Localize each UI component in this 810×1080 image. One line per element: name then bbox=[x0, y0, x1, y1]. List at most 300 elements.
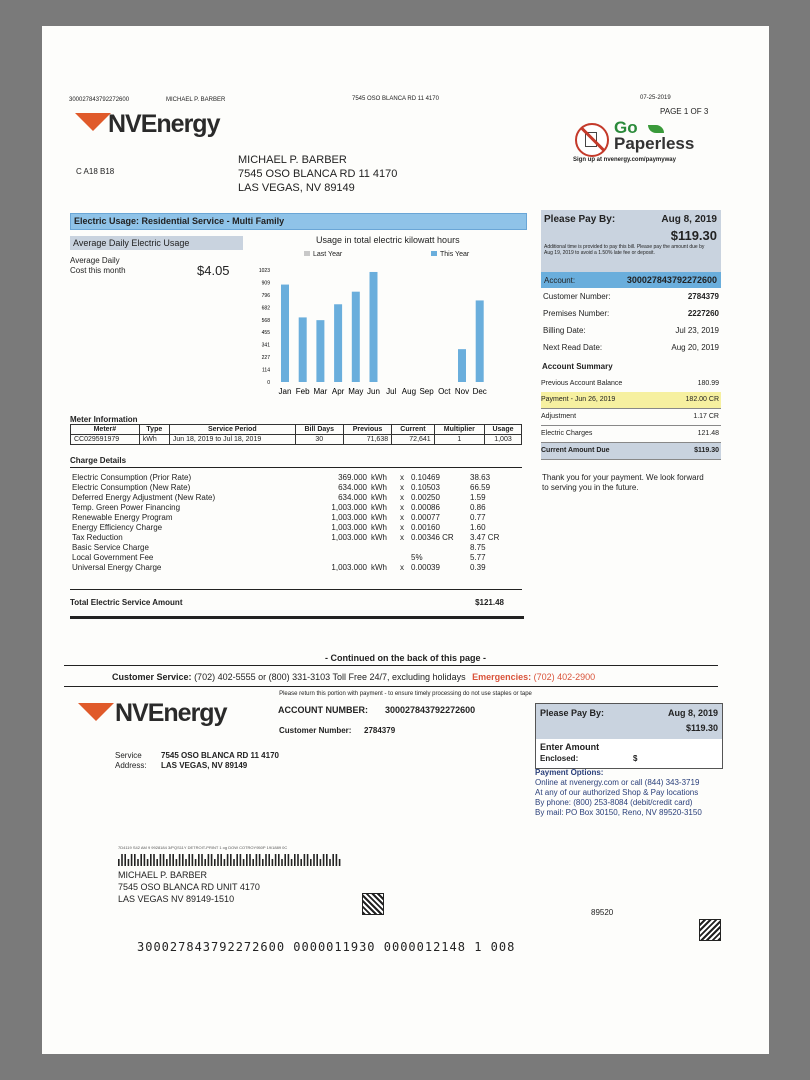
pay-by-label: Please Pay By: bbox=[544, 214, 616, 225]
info-value: 2227260 bbox=[687, 309, 719, 318]
stub-pay-box bbox=[535, 703, 723, 769]
charge-rate: 5% bbox=[411, 553, 423, 562]
zip-code: 89520 bbox=[591, 908, 614, 917]
barcode-bar bbox=[272, 859, 274, 866]
barcode-bar bbox=[220, 854, 222, 866]
leaf-icon bbox=[648, 125, 664, 133]
x-tick-label: Nov bbox=[454, 387, 470, 396]
meter-cell: 30 bbox=[295, 435, 343, 445]
x-tick-label: Oct bbox=[438, 387, 451, 396]
info-label: Next Read Date: bbox=[543, 343, 603, 352]
barcode-bar bbox=[217, 854, 219, 866]
info-label: Billing Date: bbox=[543, 326, 586, 335]
charge-amount: 1.59 bbox=[470, 493, 486, 502]
pay-by-box bbox=[541, 210, 721, 288]
legend-this-year-swatch bbox=[431, 251, 437, 256]
charge-rate: 0.00077 bbox=[411, 513, 440, 522]
x-tick-label: Apr bbox=[331, 387, 345, 396]
y-tick-label: 796 bbox=[261, 292, 270, 299]
barcode-bar bbox=[233, 859, 235, 866]
address-code: 7545 OSO BLANCA RD 11 4170 bbox=[352, 96, 439, 102]
barcode-bar bbox=[131, 854, 133, 866]
charge-row bbox=[70, 503, 512, 513]
barcode-bar bbox=[224, 859, 226, 866]
account-label: Account: bbox=[544, 276, 576, 285]
charge-name: Renewable Energy Program bbox=[72, 513, 173, 522]
barcode-bar bbox=[121, 854, 123, 866]
meter-col: Service Period bbox=[169, 425, 295, 435]
summary-value: 1.17 CR bbox=[693, 413, 719, 420]
payment-option: By phone: (800) 253-8084 (debit/credit card) bbox=[535, 798, 693, 807]
barcode-bar bbox=[144, 854, 146, 866]
y-tick-label: 114 bbox=[262, 367, 270, 374]
info-label: Customer Number: bbox=[543, 292, 611, 301]
charge-rate: 0.00346 CR bbox=[411, 533, 454, 542]
bar-this-year bbox=[299, 317, 307, 382]
barcode-bar bbox=[188, 854, 190, 866]
charges-table bbox=[70, 473, 512, 573]
barcode-bar bbox=[320, 859, 322, 866]
charge-rate: 0.00160 bbox=[411, 523, 440, 532]
charge-name: Electric Consumption (New Rate) bbox=[72, 483, 191, 492]
emergencies-label: Emergencies: bbox=[472, 672, 532, 682]
charge-name: Universal Energy Charge bbox=[72, 563, 162, 572]
charge-amount: 0.77 bbox=[470, 513, 486, 522]
payment-option: Online at nvenergy.com or call (844) 343-3719 bbox=[535, 778, 700, 787]
usage-bar-chart bbox=[247, 264, 527, 402]
charge-name: Tax Reduction bbox=[72, 533, 123, 542]
meter-table bbox=[70, 424, 522, 445]
charge-unit: kWh bbox=[371, 533, 387, 542]
avg-daily-label-line2: Cost this month bbox=[70, 266, 126, 275]
bar-this-year bbox=[476, 300, 484, 382]
barcode-bar bbox=[281, 859, 283, 866]
barcode-bar bbox=[211, 854, 213, 866]
account-summary bbox=[541, 376, 721, 466]
barcode-bar bbox=[265, 854, 267, 866]
charge-row bbox=[70, 553, 512, 563]
continued-note: - Continued on the back of this page - bbox=[325, 653, 486, 663]
barcode-bar bbox=[240, 854, 242, 866]
charge-row bbox=[70, 513, 512, 523]
stub-service-label bbox=[115, 751, 147, 771]
charge-rate bbox=[409, 543, 468, 553]
x-tick-label: Sep bbox=[419, 387, 434, 396]
barcode-bar bbox=[284, 854, 286, 866]
x-tick-label: Feb bbox=[295, 387, 310, 396]
barcode-bar bbox=[124, 854, 126, 866]
charge-qty: 1,003.000 bbox=[331, 523, 367, 532]
summary-label: Payment - Jun 26, 2019 bbox=[541, 396, 616, 403]
barcode-bar bbox=[230, 854, 232, 866]
charge-rate: 0.10503 bbox=[411, 483, 440, 492]
barcode-bar bbox=[192, 854, 194, 866]
paperless-title bbox=[614, 120, 694, 152]
barcode-bar bbox=[201, 854, 203, 866]
nvenergy-logo-icon bbox=[75, 113, 111, 131]
x-tick-label: Jun bbox=[367, 387, 380, 396]
stub-brand-name: NVEnergy bbox=[115, 699, 227, 727]
customer-service-line bbox=[112, 672, 595, 682]
page-number: PAGE 1 OF 3 bbox=[660, 107, 709, 116]
barcode-bar bbox=[288, 854, 290, 866]
divider bbox=[70, 616, 524, 619]
charge-qty bbox=[295, 543, 369, 553]
charge-rate: 0.00250 bbox=[411, 493, 440, 502]
paperless-title-go: Go bbox=[614, 118, 638, 137]
charge-qty: 369.000 bbox=[338, 473, 367, 482]
barcode-bar bbox=[128, 859, 130, 866]
barcode-bar bbox=[252, 859, 254, 866]
x-tick-label: May bbox=[348, 387, 364, 396]
chart-title: Usage in total electric kilowatt hours bbox=[316, 235, 460, 245]
thank-you-note: Thank you for your payment. We look forward to serving you in the future. bbox=[542, 473, 704, 492]
avg-daily-title: Average Daily Electric Usage bbox=[70, 236, 243, 250]
meter-cell: kWh bbox=[139, 435, 169, 445]
info-value: 2784379 bbox=[687, 292, 719, 301]
barcode-bar bbox=[185, 859, 187, 866]
meter-cell: 1 bbox=[434, 435, 484, 445]
charge-x: x bbox=[400, 513, 404, 522]
charge-qty: 1,003.000 bbox=[331, 533, 367, 542]
stub-service-label-line2: Address: bbox=[115, 761, 147, 770]
stub-account-label: ACCOUNT NUMBER: bbox=[278, 705, 368, 715]
barcode-bar bbox=[329, 859, 331, 866]
payment-options bbox=[535, 768, 702, 818]
customer-service-label: Customer Service: bbox=[112, 672, 192, 682]
charge-amount: 1.60 bbox=[470, 523, 486, 532]
x-tick-label: Mar bbox=[313, 387, 328, 396]
avg-daily-label-line1: Average Daily bbox=[70, 256, 120, 265]
route-code: C A18 B18 bbox=[76, 167, 115, 176]
summary-label: Current Amount Due bbox=[541, 447, 610, 454]
summary-value: 182.00 CR bbox=[685, 396, 719, 403]
stub-pay-amount: $119.30 bbox=[685, 723, 718, 733]
charge-x: x bbox=[400, 493, 404, 502]
name-code: MICHAEL P. BARBER bbox=[166, 97, 226, 103]
legend-last-year bbox=[304, 251, 342, 258]
account-strip bbox=[541, 272, 721, 288]
barcode-bar bbox=[275, 854, 277, 866]
charge-name: Local Government Fee bbox=[72, 553, 154, 562]
barcode-bar bbox=[182, 854, 184, 866]
charge-x: x bbox=[400, 563, 404, 572]
legend-this-year-label: This Year bbox=[440, 251, 470, 258]
barcode-bar bbox=[262, 859, 264, 866]
mail-code: 7D4119 S42 AM 9 9928184 3/PQS11Y DETROIT-PRINT 1 og DOW COTROY950P 19/1889 0C bbox=[118, 845, 288, 850]
barcode-bar bbox=[323, 854, 325, 866]
charge-amount: 0.86 bbox=[470, 503, 486, 512]
charge-unit bbox=[369, 543, 395, 553]
charge-rate: 0.10469 bbox=[411, 473, 440, 482]
barcode-bar bbox=[160, 854, 162, 866]
barcode-bar bbox=[313, 854, 315, 866]
total-value: $121.48 bbox=[475, 598, 504, 607]
barcode-bar bbox=[172, 854, 174, 866]
barcode-bar bbox=[195, 859, 197, 866]
stub-enter-amount-label: Enter Amount bbox=[540, 742, 600, 752]
customer-address-line1: 7545 OSO BLANCA RD 11 4170 bbox=[238, 168, 398, 180]
date-code: 07-25-2019 bbox=[640, 95, 671, 101]
charge-rate: 0.00039 bbox=[411, 563, 440, 572]
bar-this-year bbox=[316, 320, 324, 382]
barcode-bar bbox=[150, 854, 152, 866]
return-note: Please return this portion with payment - to ensure timely processing do not use staples or tape bbox=[279, 691, 532, 697]
charge-qty: 1,003.000 bbox=[331, 503, 367, 512]
customer-address-line2: LAS VEGAS, NV 89149 bbox=[238, 182, 355, 194]
stub-customer-label: Customer Number: bbox=[279, 726, 352, 735]
summary-value: 180.99 bbox=[697, 380, 719, 387]
barcode-bar bbox=[246, 854, 248, 866]
account-summary-title: Account Summary bbox=[542, 362, 613, 371]
customer-address-block bbox=[238, 153, 397, 195]
charge-x bbox=[395, 553, 409, 563]
meter-title: Meter Information bbox=[70, 415, 138, 424]
avg-daily-value: $4.05 bbox=[197, 263, 230, 278]
barcode-bar bbox=[300, 859, 302, 866]
charge-x: x bbox=[400, 473, 404, 482]
divider bbox=[64, 665, 718, 666]
charge-name: Energy Efficiency Charge bbox=[72, 523, 163, 532]
y-tick-label: 455 bbox=[261, 330, 270, 337]
pay-by-note: Additional time is provided to pay this bill. Please pay the amount due by Aug 19, 2019 to avoid a 1.50% late fee or deposit. bbox=[544, 244, 705, 256]
mail-address-line2: LAS VEGAS NV 89149-1510 bbox=[118, 894, 235, 904]
qr-code-icon bbox=[362, 893, 384, 915]
account-number: 300027843792272600 bbox=[626, 275, 717, 285]
barcode-bar bbox=[332, 854, 334, 866]
bill-page bbox=[42, 26, 769, 1054]
charge-amount: 5.77 bbox=[470, 553, 486, 562]
stub-service-address-line2: LAS VEGAS, NV 89149 bbox=[161, 761, 248, 770]
charge-amount: 8.75 bbox=[470, 543, 486, 552]
summary-value: 121.48 bbox=[697, 430, 719, 437]
y-tick-label: 682 bbox=[261, 305, 270, 312]
pay-by-amount: $119.30 bbox=[670, 228, 717, 243]
barcode-bar bbox=[204, 859, 206, 866]
y-tick-label: 227 bbox=[261, 355, 270, 362]
barcode-bar bbox=[294, 854, 296, 866]
meter-cell: 1,003 bbox=[484, 435, 521, 445]
summary-label: Previous Account Balance bbox=[541, 380, 623, 387]
usage-section-title: Electric Usage: Residential Service - Multi Family bbox=[70, 213, 527, 230]
bar-this-year bbox=[334, 304, 342, 382]
paperless-icon bbox=[575, 123, 609, 157]
y-tick-label: 568 bbox=[261, 317, 270, 324]
barcode-bar bbox=[140, 854, 142, 866]
info-label: Premises Number: bbox=[543, 309, 610, 318]
charge-x: x bbox=[400, 503, 404, 512]
payment-options-title: Payment Options: bbox=[535, 768, 604, 777]
charge-row bbox=[70, 543, 512, 553]
divider bbox=[70, 467, 522, 468]
charge-rate: 0.00086 bbox=[411, 503, 440, 512]
meter-col: Previous bbox=[343, 425, 391, 435]
charge-x bbox=[395, 543, 409, 553]
mail-address-line1: 7545 OSO BLANCA RD UNIT 4170 bbox=[118, 882, 260, 892]
barcode-bar bbox=[297, 854, 299, 866]
meter-col: Meter# bbox=[71, 425, 140, 435]
summary-label: Adjustment bbox=[541, 413, 577, 420]
meter-col: Bill Days bbox=[295, 425, 343, 435]
charge-name: Temp. Green Power Financing bbox=[72, 503, 181, 512]
stub-service-address-line1: 7545 OSO BLANCA RD 11 4170 bbox=[161, 751, 279, 760]
info-value: Aug 20, 2019 bbox=[671, 343, 719, 352]
barcode-bar bbox=[291, 859, 293, 866]
charge-amount: 3.47 CR bbox=[470, 533, 500, 542]
stub-pay-label: Please Pay By: bbox=[540, 708, 605, 718]
barcode-bar bbox=[118, 859, 120, 866]
barcode-bar bbox=[169, 854, 171, 866]
account-code: 300027843792272600 bbox=[69, 97, 130, 103]
charge-row bbox=[70, 563, 512, 573]
meter-cell: Jun 18, 2019 to Jul 18, 2019 bbox=[169, 435, 295, 445]
y-tick-label: 909 bbox=[261, 280, 270, 287]
payment-option: At any of our authorized Shop & Pay locations bbox=[535, 788, 699, 797]
charge-unit: kWh bbox=[371, 483, 387, 492]
charge-qty bbox=[295, 553, 369, 563]
payment-option: By mail: PO Box 30150, Reno, NV 89520-3150 bbox=[535, 808, 702, 817]
charge-x: x bbox=[400, 523, 404, 532]
divider bbox=[70, 589, 522, 590]
charge-amount: 38.63 bbox=[470, 473, 491, 482]
barcode-bar bbox=[278, 854, 280, 866]
barcode-bar bbox=[339, 859, 341, 866]
stub-pay-date: Aug 8, 2019 bbox=[667, 708, 718, 718]
summary-value: $119.30 bbox=[694, 447, 719, 454]
charge-amount: 0.39 bbox=[470, 563, 486, 572]
bar-this-year bbox=[352, 292, 360, 382]
barcode-bar bbox=[243, 859, 245, 866]
charge-name: Deferred Energy Adjustment (New Rate) bbox=[72, 493, 216, 502]
charge-amount: 66.59 bbox=[470, 483, 491, 492]
charge-row bbox=[70, 523, 512, 533]
barcode-bar bbox=[227, 854, 229, 866]
postal-barcode bbox=[118, 854, 348, 866]
brand-name: NVEnergy bbox=[108, 110, 220, 138]
x-tick-label: Jul bbox=[386, 387, 397, 396]
charge-name: Basic Service Charge bbox=[72, 543, 149, 552]
charge-unit: kWh bbox=[371, 503, 387, 512]
x-tick-label: Aug bbox=[401, 387, 417, 396]
ocr-scan-line: 300027843792272600 0000011930 0000012148 1 008 bbox=[137, 940, 516, 954]
customer-name: MICHAEL P. BARBER bbox=[238, 154, 347, 166]
emergencies-phone: (702) 402-2900 bbox=[533, 672, 596, 682]
info-value: Jul 23, 2019 bbox=[675, 326, 719, 335]
charge-qty: 1,003.000 bbox=[331, 563, 367, 572]
barcode-bar bbox=[249, 854, 251, 866]
barcode-bar bbox=[137, 859, 139, 866]
charge-row bbox=[70, 473, 512, 483]
barcode-bar bbox=[316, 854, 318, 866]
barcode-bar bbox=[310, 859, 312, 866]
charge-qty: 634.000 bbox=[338, 483, 367, 492]
barcode-bar bbox=[256, 854, 258, 866]
charge-row bbox=[70, 533, 512, 543]
charge-name: Electric Consumption (Prior Rate) bbox=[72, 473, 192, 482]
charge-qty: 634.000 bbox=[338, 493, 367, 502]
barcode-bar bbox=[326, 854, 328, 866]
stub-customer-number: 2784379 bbox=[364, 726, 396, 735]
charge-x: x bbox=[400, 483, 404, 492]
bar-this-year bbox=[370, 272, 378, 382]
barcode-bar bbox=[268, 854, 270, 866]
stub-account-number: 300027843792272600 bbox=[385, 705, 476, 715]
summary-label: Electric Charges bbox=[541, 430, 593, 437]
meter-col: Usage bbox=[484, 425, 521, 435]
y-tick-label: 341 bbox=[261, 342, 270, 349]
total-label: Total Electric Service Amount bbox=[70, 598, 183, 607]
barcode-bar bbox=[163, 854, 165, 866]
meter-cell: 71,638 bbox=[343, 435, 391, 445]
legend-this-year bbox=[431, 251, 469, 258]
meter-col: Multiplier bbox=[434, 425, 484, 435]
barcode-bar bbox=[307, 854, 309, 866]
stub-enclosed-label: Enclosed: bbox=[540, 754, 579, 763]
barcode-bar bbox=[134, 854, 136, 866]
mail-name: MICHAEL P. BARBER bbox=[118, 870, 208, 880]
meter-col: Current bbox=[392, 425, 435, 435]
stub-service-address bbox=[161, 751, 279, 771]
charge-unit: kWh bbox=[371, 493, 387, 502]
barcode-bar bbox=[214, 859, 216, 866]
y-tick-label: 0 bbox=[267, 380, 270, 386]
bar-this-year bbox=[458, 349, 466, 382]
barcode-bar bbox=[259, 854, 261, 866]
divider bbox=[64, 686, 718, 687]
legend-last-year-label: Last Year bbox=[313, 251, 343, 258]
x-tick-label: Dec bbox=[472, 387, 487, 396]
barcode-bar bbox=[179, 854, 181, 866]
barcode-bar bbox=[336, 854, 338, 866]
barcode-bar bbox=[208, 854, 210, 866]
barcode-bar bbox=[176, 859, 178, 866]
paperless-signup: Sign up at nvenergy.com/paymyway bbox=[573, 157, 676, 163]
pay-by-date: Aug 8, 2019 bbox=[661, 214, 717, 225]
charge-unit: kWh bbox=[371, 523, 387, 532]
legend-last-year-swatch bbox=[304, 251, 310, 256]
paperless-title-main: Paperless bbox=[614, 134, 695, 153]
charge-unit: kWh bbox=[371, 513, 387, 522]
barcode-bar bbox=[156, 859, 158, 866]
barcode-bar bbox=[166, 859, 168, 866]
stub-dollar-sign: $ bbox=[633, 754, 638, 763]
charge-x: x bbox=[400, 533, 404, 542]
barcode-bar bbox=[198, 854, 200, 866]
charge-unit: kWh bbox=[371, 563, 387, 572]
barcode-bar bbox=[304, 854, 306, 866]
qr-code-icon bbox=[699, 919, 721, 941]
stub-service-label-line1: Service bbox=[115, 751, 142, 760]
charge-unit: kWh bbox=[371, 473, 387, 482]
stub-logo-icon bbox=[78, 703, 114, 721]
charge-row bbox=[70, 493, 512, 503]
charge-details-title: Charge Details bbox=[70, 456, 127, 465]
meter-cell: CC029591979 bbox=[71, 435, 140, 445]
charge-row bbox=[70, 483, 512, 493]
barcode-bar bbox=[147, 859, 149, 866]
barcode-bar bbox=[153, 854, 155, 866]
y-tick-label: 1023 bbox=[258, 268, 270, 274]
barcode-bar bbox=[236, 854, 238, 866]
x-tick-label: Jan bbox=[278, 387, 292, 396]
avg-daily-label bbox=[70, 256, 126, 276]
meter-cell: 72,641 bbox=[392, 435, 435, 445]
charge-qty: 1,003.000 bbox=[331, 513, 367, 522]
meter-col: Type bbox=[139, 425, 169, 435]
mail-address bbox=[118, 869, 260, 905]
charge-unit bbox=[369, 553, 395, 563]
customer-service-text: (702) 402-5555 or (800) 331-3103 Toll Free 24/7, excluding holidays bbox=[194, 672, 466, 682]
